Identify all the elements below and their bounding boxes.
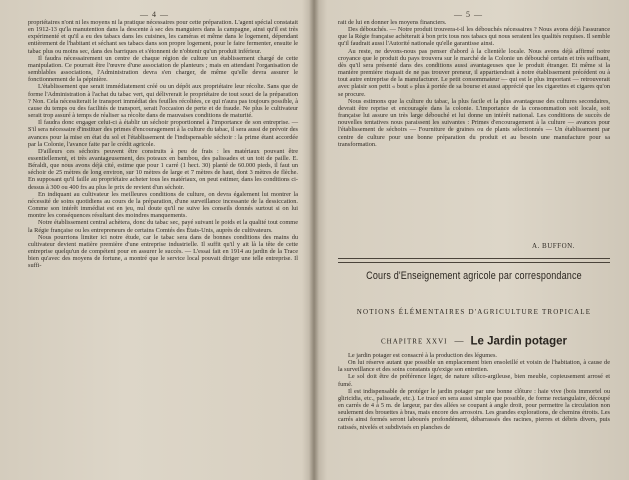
paragraph: Notre établissement central achètera, donc du tabac sec, payé suivant le poids et la qualité tout comme la Régie française ou les entrepreneurs de certains Comtés des États-Unis, auprès de cultivateurs. [28,219,298,234]
paragraph: propriétaires n'ont ni les moyens ni la pratique nécessaires pour cette préparation. L'agent spécial constatait en 1912-13 qu'la manutention dans la descente à sec des manguiers dans la campagne, ainsi qu'il est très expérimenté et qu'il a eu des tabacs dans les cuisines, les caméras et même dans le logement, dépendant entièrement de l'habitant et séchant ses tabacs dans son propre logement, pour le faire fermenter, ensuite le tabac plus ou moins sec, dans des barriques et s'étonnent de n'obtenir qu'un produit inférieur. [28,19,298,55]
chapter-separator: — [454,336,464,347]
divider-rule [338,262,610,263]
chapter-heading [338,332,610,350]
chapter-title: Le Jardin potager [470,335,567,348]
paragraph: Nous estimons que la culture du tabac, la plus facile et la plus avantageuse des cultures secondaires, devrait être reprise et encouragée dans la colonie. L'importance de la consommation soit locale, soit française lui assure un très large débouché et lui donne un intérêt national. Les conditions de succès de nouvelles tentatives nous paraissent les suivantes : Primes d'encouragement à la culture — avances pour l'établissement de séchoirs — Fourniture de graines ou de plants sélectionnés — Un établissement par centre de culture pour une bonne préparation du produit et au besoin une manufacture pour sa transformation. [338,97,610,148]
paragraph: rait de lui en donner les moyens financiers. [338,19,447,26]
paragraph: L'établissement que serait immédiatement créé ou un dépôt aux propriétaire leur récolte. Sans que de forme l'Administration à l'achat du tabac vert, qui délivrerait le propriétaire de tout souci de la préparation ? Non. Cela nécessiterait le transport immédiat des feuilles récoltées, ce qui n'aura pas toujours possible, à cause du temps ou des facilités de transport, serait l'occasion de perte et de fraude. Ne plus le cultivateur serait trop assuré à temps de réaliser sa récolte dans de mauvaises conditions de maturité. [28,83,298,120]
left-body-text [28,19,298,269]
paragraph: D'ailleurs ces séchoirs peuvent être construits à peu de frais : les matériaux pouvant être essentiellement, et très avantageusement, des poteaux en bambou, des palissades et un toit de paille. E. Béraldi, que nous avons déjà cité, estime que pour 1 carré (1 hect. 30) planté de 60.000 pieds, il faut un séchoir de 25 mètres de long environ, sur 10 mètres de large et 7 mètres de haut, dont 3 mètres de flèche. En supposant qu'il faille au propriétaire acheter tous les matériaux, on peut estimer, dans les conditions ci-dessus à 300 ou 400 frs au plus le prix de revient d'un séchoir. [28,147,298,191]
paragraph: Le sol doit être de préférence léger, de nature silico-argileuse, bien meuble, copieusement arrosé et fumé. [338,373,610,388]
paragraph: Il est indispensable de protéger le jardin potager par une bonne clôture : haie vive (bois immortel ou gliricidia, etc., palissade, etc.). Le tracé en sera aussi simple que possible, de forme rectangulaire, découpé en carrés de 4 à 5 m. de largeur, par des allées se coupant à angle droit, pour permettre la circulation non seulement des brouettes à bras, mais encore des arrosoirs. Les grandes explorations, de chemins étroits. Les carrés ainsi formés seront labourés profondément, débarrassés des racines, pierres et débris divers, puis ratissés, nivelés et subdivisés en planches de [338,387,610,431]
page-number: — 4 — [140,10,169,19]
course-title: Cours d'Enseignement agricole par correspondance [366,270,582,282]
author-signature: A. BUFFON. [532,242,575,250]
chapter-body-text [338,352,610,431]
right-page [316,0,629,480]
paragraph: Il faudra donc engager celui-ci à établir un séchoir proportionnel à l'importance de son entreprise. — S'il sera nécessaire d'instituer des primes d'encouragement à la culture du tabac, il sera aussi de prévoir des avances pour la mise en état du sol et l'établissement de l'indispensable séchoir : la prime étant accordée par la Colonie, l'avance faite par le crédit agricole. [28,119,298,148]
page-number: — 5 — [454,10,483,19]
chapter-number: CHAPITRE XXVI [381,337,448,346]
paragraph: Des débouchés. — Notre produit trouvera-t-il les débouchés nécessaires ? Nous avons déjà l'assurance que la Régie française achèterait à bon prix tous nos tabacs qui nous seraient les qualités requises. Il semble qu'il faudrait aussi l'Autorité nationale qu'elle garantisse ainsi. [338,26,610,48]
right-body-text [338,19,610,148]
paragraph: Il faudra nécessairement un centre de chaque région de culture un établissement chargé de cette manipulation. Ce pourrait être l'œuvre d'une association de planteurs ; mais en attendant l'organisation de semblables associations, l'Administration devra s'en charger, de même qu'elle devra assurer le fonctionnement de la pépinière. [28,54,298,84]
left-page [0,0,312,480]
paragraph: En indiquant au cultivateur les meilleures conditions de culture, on devra également lui montrer la nécessité de soins quotidiens au cours de la préparation, d'une surveillance incessante de la dessiccation. Comme son intérêt immédiat est en jeu, nul doute qu'il ne suive les conseils donnés surtout si on lui montre les conséquences résultant des moindres manquements. [28,190,298,220]
paragraph: On lui réserve autant que possible un emplacement bien ensoleillé et voisin de l'habitation, à cause de la surveillance et des soins constants qu'exige son entretien. [338,359,610,374]
divider-rule [338,258,610,259]
course-subtitle: NOTIONS ÉLÉMENTAIRES D'AGRICULTURE TROPICALE [356,308,592,316]
paragraph: Nous pourrions limiter ici notre étude, car le tabac sera dans de bonnes conditions des mains du cultivateur devient matière première d'une entreprise industrielle. Il suffit qu'il y ait là la tête de cette entreprise quelqu'un de compétent pour en assurer le succès. — L'essai fait en 1914 au jardin de la Trace bien qu'avec des moyens de fortune, a montré que le service local pouvait diriger une telle entreprise. Il suffi- [28,233,298,270]
paragraph: Le jardin potager est consacré à la production des légumes. [348,352,497,359]
paragraph: Au reste, ne devons-nous pas penser d'abord à la clientèle locale. Nous avons déjà affirmé notre croyance que le produit du pays trouvera sur le marché de la Colonie un débouché certain et très suffisant, dès qu'il sera présenté dans des conditions aussi avantageuses que le produit étranger. Et même si la manière première risquait de ne pas trouver preneur, il appartiendrait à notre établissement précédent ou à tout autre entreprise de la manufacturer. Le petit consommateur — qui est le plus important — retrouverait avec plaisir son petit « bout » plus à portée de sa bourse et aussi apprécié que les cigarettes et cigares qu'on se procure. [338,47,610,98]
